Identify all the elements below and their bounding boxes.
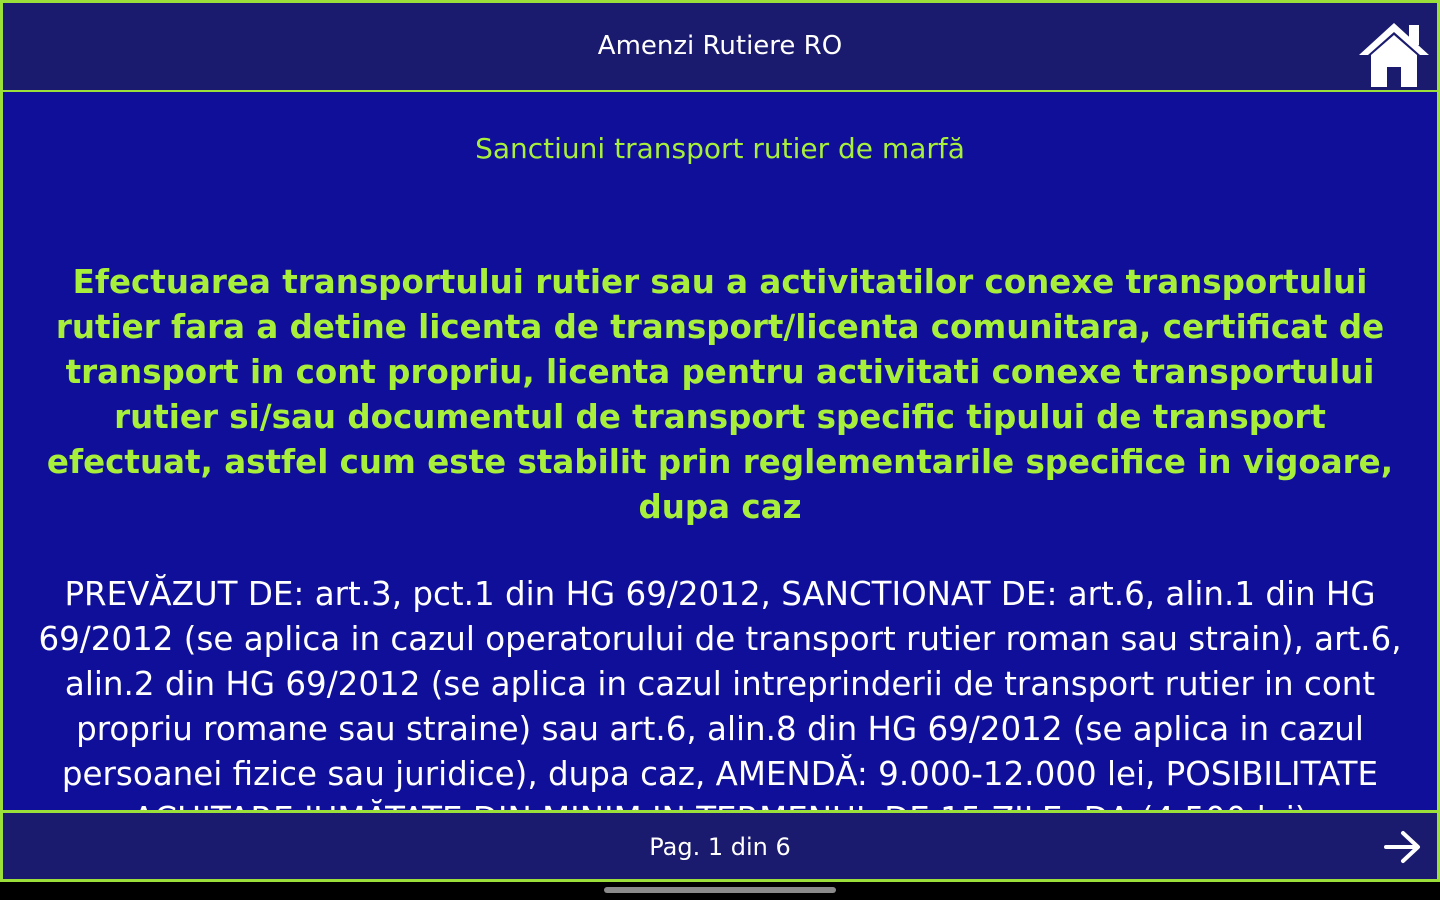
system-nav-handle[interactable] [604,887,836,893]
next-page-button[interactable] [1383,829,1423,865]
penalty-details: PREVĂZUT DE: art.3, pct.1 din HG 69/2012, SANCTIONAT DE: art.6, alin.1 din HG 69/2012 (se aplica in cazul operatorului de transport rutier roman sau strain), art.6, alin.2 din HG 69/2012 (se aplica in cazul intreprinderii de transport rutier in cont propriu romane sau straine) sau art.6, alin.8 din HG 69/2012 (se aplica in cazul persoanei fizice sau juridice), dupa caz, AMENDĂ: 9.000-12.000 lei, POSIBILITATE [38,575,1402,793]
offense-description: Efectuarea transportului rutier sau a activitatilor conexe transportului rutier fara a detine licenta de transport/licenta comunitara, certificat de transport in cont propriu, licenta pentru activitati conexe transportului rutier si/sau documentul de transport specific tipului de transport efectuat, astfel cum este stabilit prin reglementarile specifice in vigoare, dupa caz [46,263,1394,526]
page-indicator: Pag. 1 din 6 [649,833,791,861]
home-button[interactable] [1353,17,1435,91]
home-icon [1353,17,1435,91]
section-title: Sanctiuni transport rutier de marfă [475,132,965,165]
page-footer [0,810,1440,882]
app-title: Amenzi Rutiere RO [597,31,843,61]
arrow-right-icon [1383,829,1423,865]
content-panel[interactable] [0,92,1440,810]
app-header [0,0,1440,92]
